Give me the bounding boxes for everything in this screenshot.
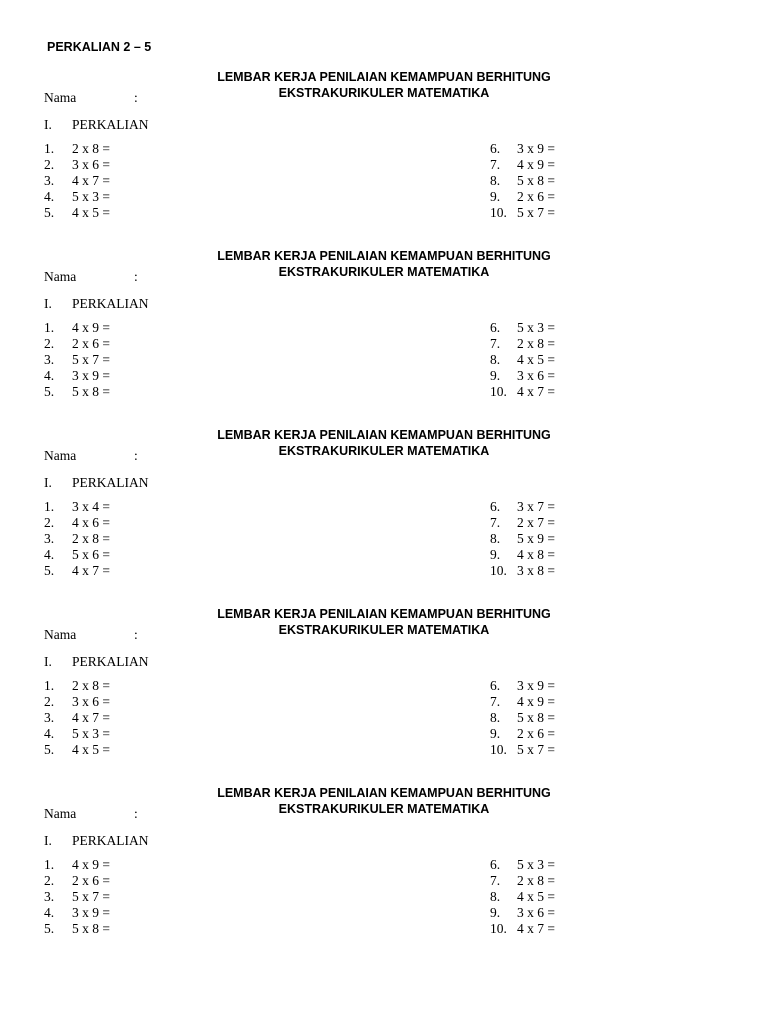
question-text: 2 x 8 =	[517, 336, 555, 351]
question-text: 4 x 7 =	[72, 563, 110, 578]
question-number: 5.	[44, 384, 55, 399]
section-title: PERKALIAN	[72, 833, 149, 848]
question-number: 6.	[490, 857, 501, 872]
question-text: 3 x 9 =	[517, 678, 555, 693]
question-number: 1.	[44, 678, 55, 693]
question-text: 2 x 7 =	[517, 515, 555, 530]
question-number: 8.	[490, 889, 501, 904]
question-text: 4 x 8 =	[517, 547, 555, 562]
question-number: 4.	[44, 189, 55, 204]
question-text: 4 x 7 =	[517, 384, 555, 399]
question-text: 4 x 9 =	[517, 157, 555, 172]
question-number: 7.	[490, 336, 501, 351]
question-number: 5.	[44, 921, 55, 936]
question-number: 9.	[490, 905, 501, 920]
worksheet-subheading: EKSTRAKURIKULER MATEMATIKA	[278, 444, 490, 458]
question-number: 9.	[490, 547, 501, 562]
nama-colon: :	[134, 90, 138, 105]
section-title: PERKALIAN	[72, 117, 149, 132]
question-number: 8.	[490, 173, 501, 188]
worksheet-4	[0, 606, 768, 781]
question-text: 3 x 6 =	[517, 368, 555, 383]
question-text: 2 x 6 =	[72, 336, 110, 351]
nama-label: Nama	[44, 269, 77, 284]
section-number: I.	[44, 475, 52, 490]
question-number: 5.	[44, 563, 55, 578]
section-number: I.	[44, 296, 52, 311]
worksheet-subheading: EKSTRAKURIKULER MATEMATIKA	[278, 86, 490, 100]
nama-label: Nama	[44, 627, 77, 642]
worksheet-heading: LEMBAR KERJA PENILAIAN KEMAMPUAN BERHITUNG	[217, 428, 551, 442]
nama-label: Nama	[44, 448, 77, 463]
question-text: 2 x 8 =	[517, 873, 555, 888]
question-text: 4 x 9 =	[517, 694, 555, 709]
question-text: 2 x 6 =	[517, 726, 555, 741]
worksheet-heading: LEMBAR KERJA PENILAIAN KEMAMPUAN BERHITUNG	[217, 786, 551, 800]
question-number: 4.	[44, 547, 55, 562]
question-text: 2 x 8 =	[72, 141, 110, 156]
question-text: 5 x 3 =	[72, 726, 110, 741]
question-number: 5.	[44, 742, 55, 757]
question-number: 8.	[490, 531, 501, 546]
question-text: 5 x 6 =	[72, 547, 110, 562]
question-text: 4 x 5 =	[517, 889, 555, 904]
question-number: 10.	[490, 921, 507, 936]
question-text: 3 x 9 =	[517, 141, 555, 156]
question-text: 3 x 8 =	[517, 563, 555, 578]
question-number: 3.	[44, 352, 55, 367]
nama-colon: :	[134, 627, 138, 642]
nama-colon: :	[134, 806, 138, 821]
question-text: 4 x 7 =	[72, 173, 110, 188]
question-number: 8.	[490, 710, 501, 725]
question-number: 2.	[44, 873, 55, 888]
question-number: 1.	[44, 320, 55, 335]
question-number: 1.	[44, 141, 55, 156]
question-number: 7.	[490, 157, 501, 172]
question-text: 3 x 6 =	[72, 694, 110, 709]
question-number: 4.	[44, 368, 55, 383]
question-text: 3 x 7 =	[517, 499, 555, 514]
question-number: 5.	[44, 205, 55, 220]
worksheet-subheading: EKSTRAKURIKULER MATEMATIKA	[278, 265, 490, 279]
question-text: 4 x 5 =	[72, 742, 110, 757]
question-text: 5 x 3 =	[517, 320, 555, 335]
question-number: 4.	[44, 726, 55, 741]
question-text: 3 x 4 =	[72, 499, 110, 514]
question-text: 5 x 8 =	[72, 384, 110, 399]
worksheet-2	[0, 248, 768, 423]
question-number: 7.	[490, 515, 501, 530]
question-text: 3 x 9 =	[72, 905, 110, 920]
question-number: 10.	[490, 742, 507, 757]
question-number: 7.	[490, 873, 501, 888]
question-number: 6.	[490, 141, 501, 156]
question-number: 6.	[490, 678, 501, 693]
question-number: 10.	[490, 563, 507, 578]
question-number: 9.	[490, 189, 501, 204]
question-number: 3.	[44, 889, 55, 904]
nama-colon: :	[134, 448, 138, 463]
question-number: 3.	[44, 531, 55, 546]
question-text: 3 x 6 =	[517, 905, 555, 920]
section-number: I.	[44, 654, 52, 669]
nama-label: Nama	[44, 90, 77, 105]
worksheet-heading: LEMBAR KERJA PENILAIAN KEMAMPUAN BERHITUNG	[217, 70, 551, 84]
question-number: 4.	[44, 905, 55, 920]
question-text: 3 x 9 =	[72, 368, 110, 383]
section-title: PERKALIAN	[72, 475, 149, 490]
section-number: I.	[44, 833, 52, 848]
worksheet-heading: LEMBAR KERJA PENILAIAN KEMAMPUAN BERHITUNG	[217, 249, 551, 263]
question-text: 4 x 5 =	[72, 205, 110, 220]
question-number: 6.	[490, 499, 501, 514]
question-text: 4 x 7 =	[72, 710, 110, 725]
question-text: 2 x 6 =	[517, 189, 555, 204]
question-number: 2.	[44, 157, 55, 172]
question-text: 5 x 3 =	[72, 189, 110, 204]
worksheet-heading: LEMBAR KERJA PENILAIAN KEMAMPUAN BERHITUNG	[217, 607, 551, 621]
question-number: 2.	[44, 515, 55, 530]
question-text: 5 x 9 =	[517, 531, 555, 546]
document-title: PERKALIAN 2 – 5	[47, 40, 152, 54]
question-text: 3 x 6 =	[72, 157, 110, 172]
question-text: 5 x 7 =	[517, 742, 555, 757]
question-text: 4 x 9 =	[72, 857, 110, 872]
question-number: 10.	[490, 205, 507, 220]
question-number: 6.	[490, 320, 501, 335]
question-text: 2 x 8 =	[72, 531, 110, 546]
question-number: 7.	[490, 694, 501, 709]
question-text: 4 x 5 =	[517, 352, 555, 367]
nama-colon: :	[134, 269, 138, 284]
question-text: 5 x 8 =	[72, 921, 110, 936]
question-text: 5 x 7 =	[517, 205, 555, 220]
question-text: 4 x 7 =	[517, 921, 555, 936]
section-title: PERKALIAN	[72, 296, 149, 311]
question-text: 5 x 7 =	[72, 889, 110, 904]
worksheet-3	[0, 427, 768, 602]
question-number: 8.	[490, 352, 501, 367]
question-number: 9.	[490, 368, 501, 383]
question-number: 2.	[44, 336, 55, 351]
question-text: 4 x 6 =	[72, 515, 110, 530]
question-number: 1.	[44, 499, 55, 514]
question-text: 5 x 7 =	[72, 352, 110, 367]
worksheet-subheading: EKSTRAKURIKULER MATEMATIKA	[278, 623, 490, 637]
question-text: 2 x 6 =	[72, 873, 110, 888]
question-number: 1.	[44, 857, 55, 872]
question-text: 5 x 3 =	[517, 857, 555, 872]
worksheet-5	[0, 785, 768, 960]
question-number: 3.	[44, 173, 55, 188]
section-title: PERKALIAN	[72, 654, 149, 669]
worksheet-1	[0, 69, 768, 244]
section-number: I.	[44, 117, 52, 132]
question-text: 2 x 8 =	[72, 678, 110, 693]
question-number: 10.	[490, 384, 507, 399]
question-text: 5 x 8 =	[517, 173, 555, 188]
nama-label: Nama	[44, 806, 77, 821]
question-text: 4 x 9 =	[72, 320, 110, 335]
question-text: 5 x 8 =	[517, 710, 555, 725]
worksheet-subheading: EKSTRAKURIKULER MATEMATIKA	[278, 802, 490, 816]
question-number: 3.	[44, 710, 55, 725]
question-number: 9.	[490, 726, 501, 741]
question-number: 2.	[44, 694, 55, 709]
